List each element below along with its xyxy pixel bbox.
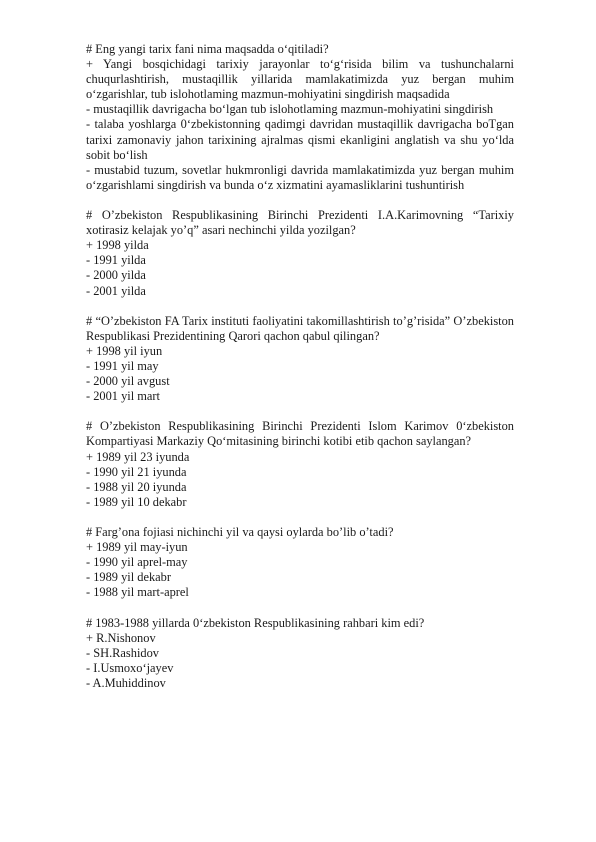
answer-option: - 2000 yilda xyxy=(86,268,146,283)
question-block-6 xyxy=(86,616,514,691)
answer-option: - talaba yoshlarga 0‘zbekistonning qadimgi davridan mustaqillik davrigacha boTgan tarixi zamonaviy jahon tarixining ajralmas qismi ekanligini anglatish va shu yo‘lda sobit bo‘lish xyxy=(86,117,514,162)
answer-option: - 1991 yilda xyxy=(86,253,146,268)
correct-answer: + 1998 yil iyun xyxy=(86,343,163,358)
question-text: # Farg’ona fojiasi nichinchi yil va qaysi oylarda bo’lib o’tadi? xyxy=(86,525,394,539)
question-text: # Eng yangi tarix fani nima maqsadda o‘qitiladi? xyxy=(86,42,329,56)
question-block-2 xyxy=(86,208,514,299)
correct-answer: + R.Nishonov xyxy=(86,630,156,645)
answer-option: - 1989 yil 10 dekabr xyxy=(86,494,187,509)
question-text: # O’zbekiston Respublikasining Birinchi Prezidenti Islom Karimov 0‘zbekiston Kompartiyasi Markaziy Qo‘mitasining birinchi kotibi etib qachon saylangan? xyxy=(86,419,514,449)
answer-option: - 1991 yil may xyxy=(86,358,159,373)
question-block-4 xyxy=(86,419,514,510)
question-text: # O’zbekiston Respublikasining Birinchi Prezidenti I.A.Karimovning “Tarixiy xotirasiz kelajak yo’q” asari nechinchi yilda yozilgan? xyxy=(86,208,514,238)
answer-option: - 1990 yil 21 iyunda xyxy=(86,464,187,479)
answer-option: - 2001 yil mart xyxy=(86,389,160,404)
answer-option: - 2001 yilda xyxy=(86,283,146,298)
answer-option: - I.Usmoxo‘jayev xyxy=(86,660,174,675)
answer-option: - 1988 yil mart-aprel xyxy=(86,585,189,600)
question-block-3 xyxy=(86,314,514,405)
document-body xyxy=(86,42,514,691)
answer-option: - SH.Rashidov xyxy=(86,645,159,660)
question-block-1 xyxy=(86,42,514,193)
answer-option: - mustaqillik davrigacha bo‘lgan tub islohotlaming mazmun-mohiyatini singdirish xyxy=(86,102,494,117)
question-text: # 1983-1988 yillarda 0‘zbekiston Respublikasining rahbari kim edi? xyxy=(86,615,425,630)
correct-answer: + 1998 yilda xyxy=(86,238,149,253)
correct-answer: + 1989 yil may-iyun xyxy=(86,540,188,555)
question-block-5 xyxy=(86,525,514,600)
correct-answer: + 1989 yil 23 iyunda xyxy=(86,449,190,464)
answer-option: - 1990 yil aprel-may xyxy=(86,555,188,570)
answer-option: - 1989 yil dekabr xyxy=(86,570,171,585)
answer-option: - A.Muhiddinov xyxy=(86,675,166,690)
question-text: # “O’zbekiston FA Tarix instituti faoliyatini takomillashtirish to’g’risida” O’zbekiston Respublikasi Prezidentining Qarori qachon qabul qilingan? xyxy=(86,313,514,343)
answer-option: - 1988 yil 20 iyunda xyxy=(86,479,187,494)
answer-option: - mustabid tuzum, sovetlar hukmronligi davrida mamlakatimizda yuz bergan muhim o‘zgarishlami singdirish va bunda o‘z xizmatini ayamasliklarini tushuntirish xyxy=(86,162,514,192)
correct-answer: + Yangi bosqichidagi tarixiy jarayonlar to‘g‘risida bilim va tushunchalarni chuqurlashtirish, mustaqillik yillarida mamlakatimizda yuz bergan muhim o‘zgarishlar, tub islohotlaming mazmun-mohiyatini singdirish maqsadida xyxy=(86,57,514,102)
answer-option: - 2000 yil avgust xyxy=(86,374,170,389)
